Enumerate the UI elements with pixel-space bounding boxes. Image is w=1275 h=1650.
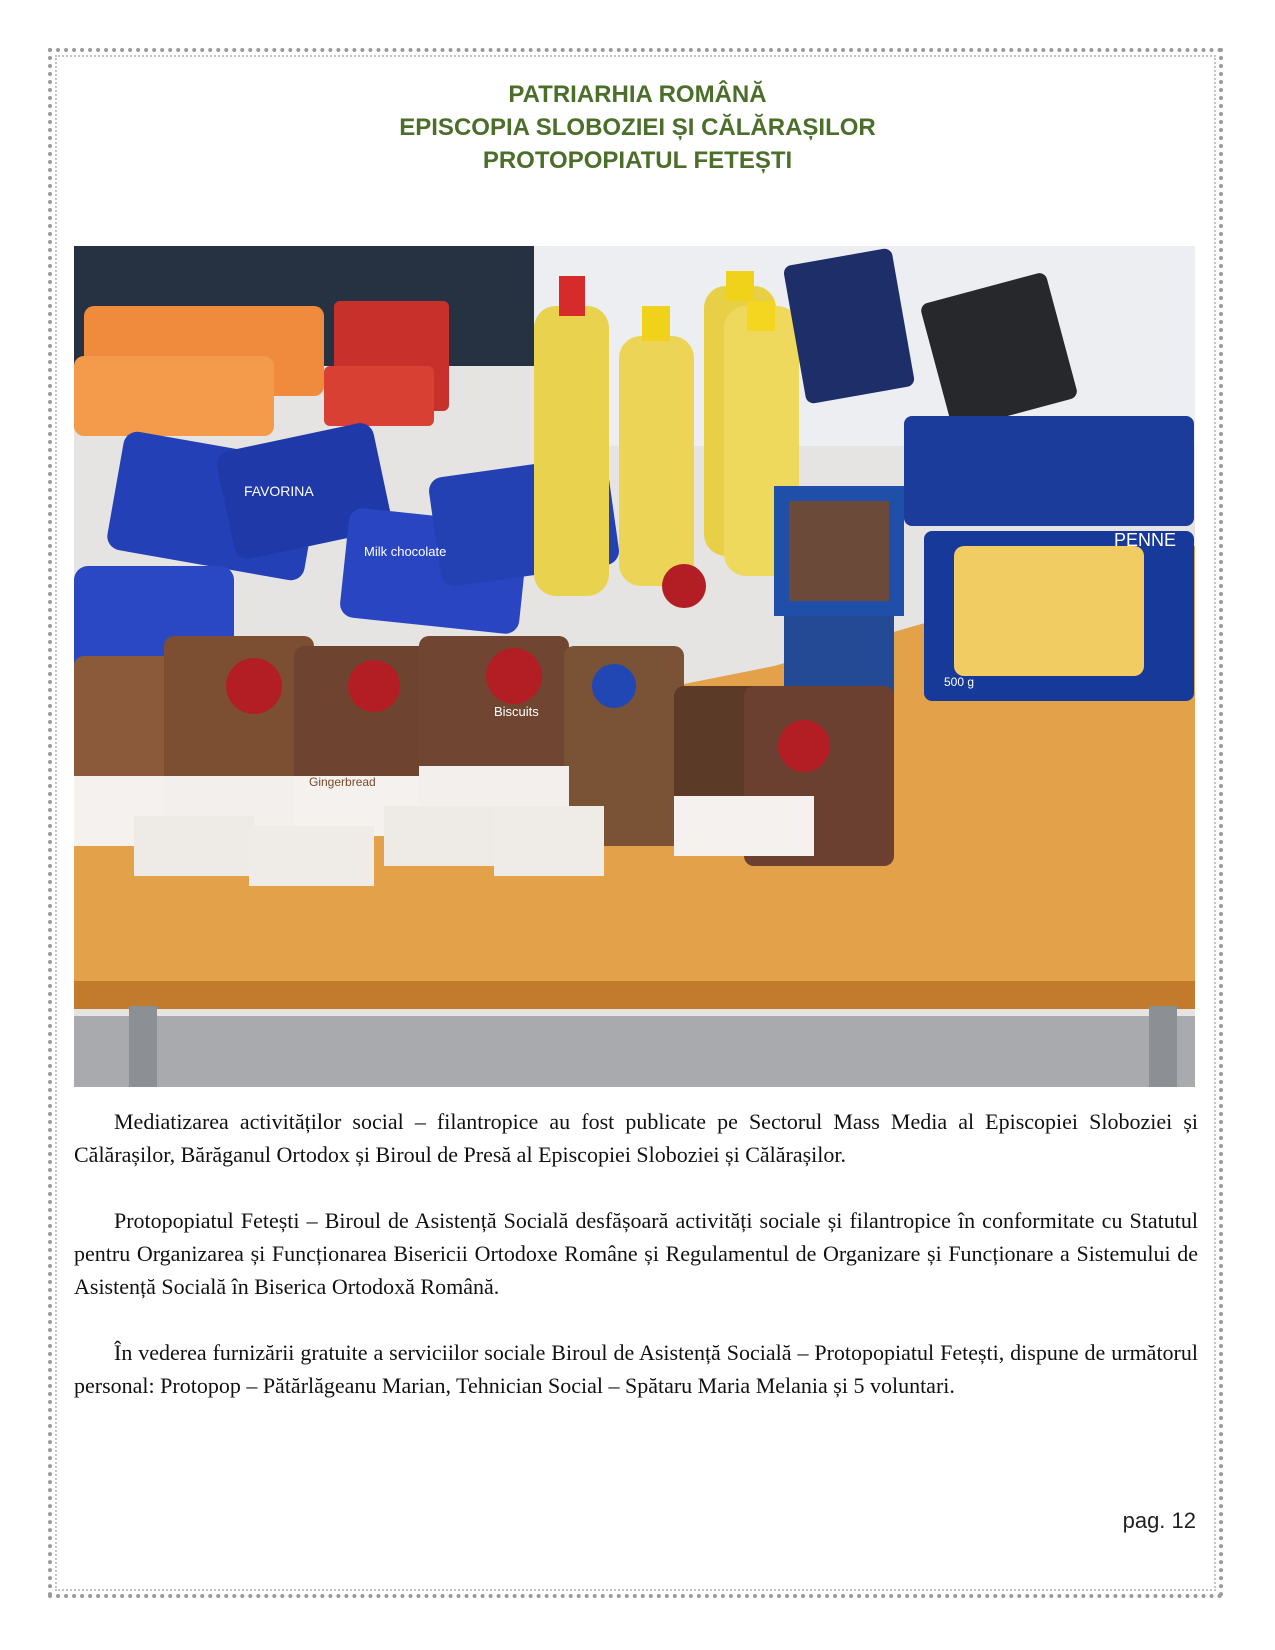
paragraph-media: Mediatizarea activităților social – filantropice au fost publicate pe Sectorul Mass Media al Episcopiei Sloboziei și Călărașilor, Bărăganul Ortodox și Biroul de Presă al Episcopiei Sloboziei și Călărașilor. <box>74 1109 1198 1167</box>
label-biscuits: Biscuits <box>494 704 539 719</box>
document-header <box>0 78 1275 177</box>
donations-photo <box>74 246 1195 1087</box>
label-milk-chocolate: Milk chocolate <box>364 544 447 559</box>
label-weight: 500 g <box>944 675 975 689</box>
label-penne: PENNE <box>1114 530 1177 550</box>
header-deanery: PROTOPOPIATUL FETEȘTI <box>482 147 793 174</box>
page-number: pag. 12 <box>1122 1508 1196 1533</box>
header-diocese: EPISCOPIA SLOBOZIEI ȘI CĂLĂRAȘILOR <box>399 114 876 141</box>
pasta-packs <box>904 416 1194 701</box>
paragraph-personnel: În vederea furnizării gratuite a serviciilor sociale Biroul de Asistență Socială – Protopopiatul Fetești, dispune de următorul personal: Protopop – Pătărlăgeanu Marian, Tehnician Social – Spătaru Maria Melania și 5 voluntari. <box>74 1340 1198 1398</box>
red-packs <box>324 301 449 426</box>
label-favorina: FAVORINA <box>244 483 314 499</box>
paragraph-social-office: Protopopiatul Fetești – Biroul de Asistență Socială desfășoară activități sociale și filantropice în conformitate cu Statutul pentru Organizarea și Funcționarea Bisericii Ortodoxe Române și Regulamentul de Organizare și Funcționare a Sistemului de Asistență Socială în Biserica Ortodoxă Română. <box>74 1208 1198 1299</box>
body-text <box>74 1105 1198 1435</box>
label-gingerbread: Gingerbread <box>309 775 376 789</box>
chocolate-bars <box>774 486 904 696</box>
oil-bottles <box>534 271 799 596</box>
header-patriarchate: PATRIARHIA ROMÂNĂ <box>508 81 767 108</box>
